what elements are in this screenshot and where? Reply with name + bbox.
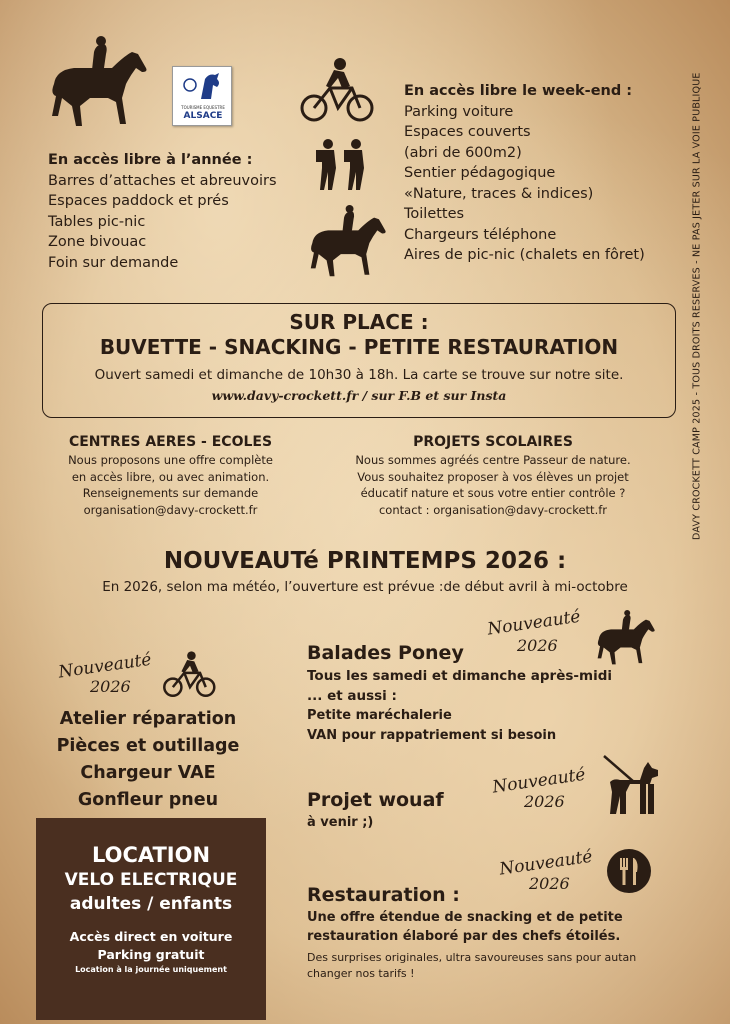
location-parking: Parking gratuit xyxy=(97,947,205,962)
resto-small-section xyxy=(307,950,677,982)
weekend-item: Espaces couverts xyxy=(404,124,531,140)
resto-title: Restauration : xyxy=(307,884,460,906)
centres-email[interactable]: organisation@davy-crockett.fr xyxy=(83,502,258,517)
location-box xyxy=(36,818,266,1020)
weekend-item: Chargeurs téléphone xyxy=(404,226,557,243)
resto-line: restauration élaboré par des chefs étoilés. xyxy=(307,929,621,944)
sur-place-subtitle: BUVETTE - SNACKING - PETITE RESTAURATION xyxy=(99,335,619,359)
hikers-icon xyxy=(312,138,372,192)
weekend-item: (abri de 600m2) xyxy=(404,144,522,161)
atelier-line: Chargeur VAE xyxy=(80,763,216,783)
centres-line: Renseignements sur demande xyxy=(82,486,259,500)
atelier-line: Pièces et outillage xyxy=(56,736,240,756)
poney-line: VAN pour rappatriement si besoin xyxy=(307,728,557,743)
sur-place-web-link[interactable]: www.davy-crockett.fr / sur F.B et sur Insta xyxy=(211,388,507,403)
location-public: adultes / enfants xyxy=(69,894,233,914)
nouveaute-title: NOUVEAUTé PRINTEMPS 2026 : xyxy=(163,548,567,574)
cutlery-icon xyxy=(606,848,652,894)
annee-section xyxy=(48,150,308,273)
atelier-section xyxy=(30,706,266,814)
projets-section xyxy=(338,432,648,518)
projets-line: Vous souhaitez proposer à vos élèves un projet xyxy=(357,469,629,484)
atelier-line: Gonfleur pneu xyxy=(77,790,219,810)
location-velo: VELO ELECTRIQUE xyxy=(64,870,238,890)
wouaf-title: Projet wouaf xyxy=(307,789,444,811)
location-access: Accès direct en voiture xyxy=(69,929,233,944)
weekend-item: Toilettes xyxy=(404,206,465,222)
centres-title: CENTRES AERES - ECOLES xyxy=(68,434,273,450)
resto-line: Une offre étendue de snacking et de petite xyxy=(307,910,623,925)
wouaf-note: à venir ;) xyxy=(307,815,374,830)
projets-line: Nous sommes agréés centre Passeur de nature. xyxy=(355,453,631,467)
weekend-item: «Nature, traces & indices) xyxy=(404,185,594,202)
location-note: Location à la journée uniquement xyxy=(75,965,227,974)
centres-line: Nous proposons une offre complète xyxy=(68,453,273,467)
resto-badge: Nouveauté 2026 xyxy=(498,846,594,893)
weekend-item: Aires de pic-nic (chalets en fôret) xyxy=(404,247,645,263)
location-title: LOCATION xyxy=(91,843,211,867)
weekend-section xyxy=(404,81,674,266)
annee-item: Barres d’attaches et abreuvoirs xyxy=(48,172,277,189)
pony-rider-icon xyxy=(594,610,658,668)
horse-rider-icon xyxy=(46,36,152,132)
horse-logo-icon xyxy=(173,69,233,103)
resto-small-line: Des surprises originales, ultra savoureuses sans pour autan xyxy=(307,951,637,964)
resto-small-line: changer nos tarifs ! xyxy=(307,967,415,980)
centres-line: en accès libre, ou avec animation. xyxy=(71,469,270,484)
poney-section xyxy=(307,666,647,746)
atelier-line: Atelier réparation xyxy=(59,709,237,729)
centres-section xyxy=(38,432,303,518)
projets-email[interactable]: contact : organisation@davy-crockett.fr xyxy=(378,502,608,517)
poney-badge: Nouveauté 2026 xyxy=(486,606,582,655)
weekend-title: En accès libre le week-end : xyxy=(404,83,633,99)
annee-item: Foin sur demande xyxy=(48,254,179,271)
cyclist-icon xyxy=(300,56,376,126)
annee-item: Zone bivouac xyxy=(48,234,147,250)
bicycle-rider-icon xyxy=(160,650,220,700)
annee-item: Espaces paddock et prés xyxy=(48,193,229,209)
weekend-item: Parking voiture xyxy=(404,103,514,120)
weekend-item: Sentier pédagogique xyxy=(404,165,556,181)
side-copyright-note: DAVY CROCKETT CAMP 2025 - TOUS DROITS RESERVES - NE PAS JETER SUR LA VOIE PUBLIQUE xyxy=(691,72,703,540)
nouveaute-badge: Nouveauté 2026 xyxy=(57,649,153,696)
projets-line: éducatif nature et sous votre entier contrôle ? xyxy=(360,486,626,500)
nouveaute-subtitle: En 2026, selon ma météo, l’ouverture est prévue :de début avril à mi-octobre xyxy=(102,579,628,595)
tourisme-equestre-alsace-logo: TOURISME EQUESTRE ALSACE xyxy=(172,66,232,126)
annee-item: Tables pic-nic xyxy=(48,213,146,230)
dog-icon xyxy=(600,752,662,816)
resto-section xyxy=(307,908,667,946)
annee-title: En accès libre à l’année : xyxy=(48,152,253,168)
sur-place-hours: Ouvert samedi et dimanche de 10h30 à 18h. La carte se trouve sur notre site. xyxy=(94,367,624,383)
projets-title: PROJETS SCOLAIRES xyxy=(413,434,573,450)
horse-rider-icon xyxy=(306,204,390,282)
poney-line: Tous les samedi et dimanche après-midi xyxy=(307,668,612,684)
sur-place-title: SUR PLACE : xyxy=(289,310,429,334)
wouaf-badge: Nouveauté 2026 xyxy=(491,764,587,811)
poney-title: Balades Poney xyxy=(307,642,464,664)
poney-line: ... et aussi : xyxy=(307,688,397,704)
poney-line: Petite maréchalerie xyxy=(307,708,452,723)
sur-place-box xyxy=(42,303,676,418)
